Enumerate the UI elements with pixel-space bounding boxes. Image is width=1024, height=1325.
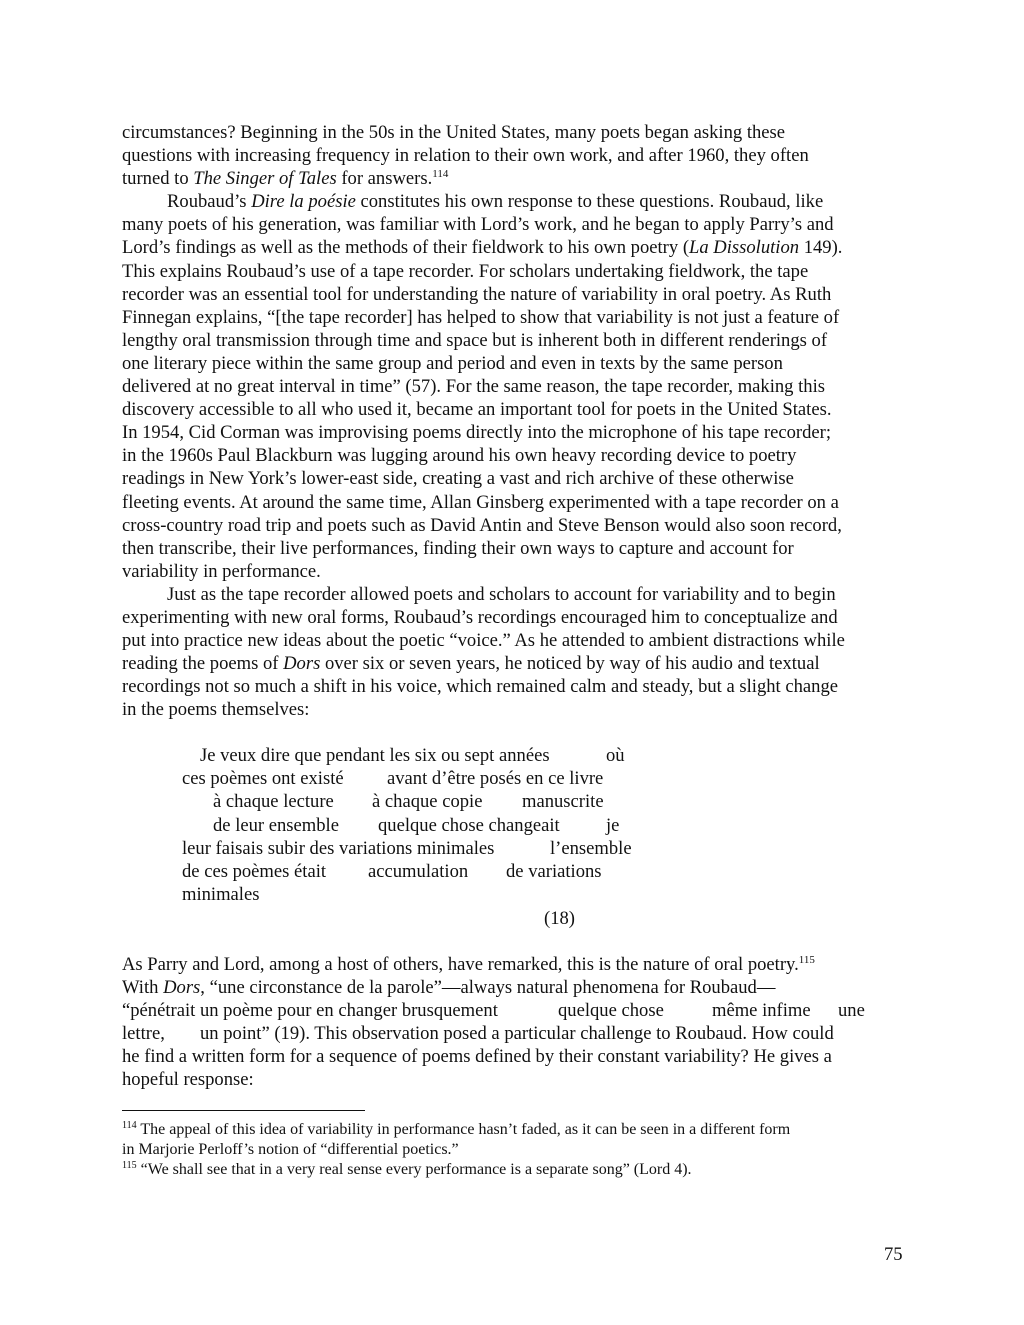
text-span: 149). <box>799 237 843 259</box>
poem-fragment: de variations <box>506 861 602 882</box>
poem-fragment: avant d’être posés en ce livre <box>387 768 604 789</box>
text-line: in the 1960s Paul Blackburn was lugging around his own heavy recording device to poetry <box>122 445 797 467</box>
text-line: In 1954, Cid Corman was improvising poems directly into the microphone of his tape recorder; <box>122 422 831 444</box>
text-line: experimenting with new oral forms, Roubaud’s recordings encouraged him to conceptualize and <box>122 606 838 628</box>
poem-fragment: accumulation <box>368 861 469 882</box>
text-line <box>122 999 912 1022</box>
footnote-ref[interactable]: 115 <box>798 954 815 966</box>
text-line: he find a written form for a sequence of poems defined by their constant variability? He gives a <box>122 1046 832 1068</box>
text-line: delivered at no great interval in time” (57). For the same reason, the tape recorder, making this <box>122 376 825 398</box>
text-line <box>122 953 912 976</box>
text-span: lettre, <box>122 1023 165 1045</box>
text-line: recordings not so much a shift in his voice, which remained calm and steady, but a slight change <box>122 676 839 698</box>
text-line <box>122 1022 912 1045</box>
text-line: discovery accessible to all who used it, became an important tool for poets in the United States. <box>122 399 832 421</box>
text-line: Finnegan explains, “[the tape recorder] has helped to show that variability is not just a feature of <box>122 306 840 328</box>
text-span: As Parry and Lord, among a host of others, have remarked, this is the nature of oral poetry. <box>122 954 799 975</box>
footnote-number: 114 <box>122 1120 137 1131</box>
footnote-115 <box>122 1160 912 1180</box>
poem-fragment: quelque chose changeait <box>378 815 560 836</box>
text-line: circumstances? Beginning in the 50s in the United States, many poets began asking these <box>122 122 786 143</box>
footnote-separator <box>122 1110 365 1111</box>
text-span: quelque chose <box>558 1000 664 1022</box>
text-span: , “une circonstance de la parole”—always natural phenomena for Roubaud— <box>200 977 776 999</box>
book-title: Dors <box>283 653 321 675</box>
text-line: hopeful response: <box>122 1069 254 1091</box>
text-line: cross-country road trip and poets such as David Antin and Steve Benson would also soon record, <box>122 514 842 536</box>
poem-fragment: l’ensemble <box>550 838 632 859</box>
book-title: La Dissolution <box>689 237 800 259</box>
text-line: many poets of his generation, was familiar with Lord’s work, and he began to apply Parry’s and <box>122 214 834 236</box>
poem-fragment: où <box>606 745 625 766</box>
body-text-lower <box>122 953 912 1092</box>
book-title: Dors <box>163 977 201 999</box>
poem-fragment: manuscrite <box>522 791 604 812</box>
text-span: même infime <box>712 1000 811 1022</box>
text-line: readings in New York’s lower-east side, creating a vast and rich archive of these otherwise <box>122 468 794 490</box>
poem-fragment: minimales <box>182 884 260 905</box>
text-line: questions with increasing frequency in relation to their own work, and after 1960, they often <box>122 145 809 167</box>
text-span: Roubaud’s <box>167 191 252 213</box>
text-span: With <box>122 977 164 999</box>
poem-citation: (18) <box>544 908 575 929</box>
text-line <box>122 236 912 259</box>
text-line: then transcribe, their live performances, finding their own ways to capture and account for <box>122 537 794 559</box>
text-line <box>122 652 912 675</box>
text-span: “pénétrait un poème pour en changer brusquement <box>122 1000 498 1022</box>
footnote-text: The appeal of this idea of variability in performance hasn’t faded, as it can be seen in a different form <box>136 1121 791 1138</box>
body-text-upper <box>122 121 912 721</box>
text-span: une <box>838 1000 865 1022</box>
poem-fragment: de ces poèmes était <box>182 861 327 882</box>
text-span: over six or seven years, he noticed by way of his audio and textual <box>320 653 820 675</box>
text-span: un point” (19). This observation posed a particular challenge to Roubaud. How could <box>200 1023 834 1045</box>
poem-fragment: je <box>606 815 620 836</box>
poem-fragment: à chaque copie <box>372 791 483 812</box>
page-number: 75 <box>884 1244 903 1265</box>
footnote-114-continued: in Marjorie Perloff’s notion of “differential poetics.” <box>122 1141 459 1158</box>
text-line: This explains Roubaud’s use of a tape recorder. For scholars undertaking fieldwork, the tape <box>122 260 809 282</box>
poem-fragment: à chaque lecture <box>213 791 334 812</box>
text-line: variability in performance. <box>122 560 321 582</box>
text-line: lengthy oral transmission through time and space but is inherent both in different renderings of <box>122 329 828 351</box>
book-title: Dire la poésie <box>251 191 356 213</box>
poem-fragment: Je veux dire que pendant les six ou sept années <box>200 745 550 766</box>
text-line: one literary piece within the same group and period and even in texts by the same person <box>122 352 783 374</box>
poem-fragment: de leur ensemble <box>213 815 339 836</box>
text-line: in the poems themselves: <box>122 699 310 721</box>
text-span: turned to <box>122 168 194 190</box>
text-line: Just as the tape recorder allowed poets and scholars to account for variability and to begin <box>167 583 836 605</box>
text-span: constitutes his own response to these questions. Roubaud, like <box>355 191 824 213</box>
poem-fragment: ces poèmes ont existé <box>182 768 344 789</box>
footnote-114 <box>122 1120 912 1140</box>
footnotes <box>122 1120 912 1180</box>
footnote-number: 115 <box>122 1160 137 1171</box>
text-span: reading the poems of <box>122 653 284 675</box>
poem-fragment: leur faisais subir des variations minimales <box>182 838 495 859</box>
footnote-ref[interactable]: 114 <box>432 168 449 181</box>
text-line: put into practice new ideas about the poetic “voice.” As he attended to ambient distractions while <box>122 630 845 652</box>
text-line: fleeting events. At around the same time, Allan Ginsberg experimented with a tape recorder on a <box>122 491 839 513</box>
text-span: for answers. <box>336 168 433 190</box>
text-line <box>122 190 912 213</box>
book-title: The Singer of Tales <box>193 168 337 190</box>
text-span: Lord’s findings as well as the methods of their fieldwork to his own poetry ( <box>122 237 690 259</box>
text-line <box>122 976 912 999</box>
text-line <box>122 167 912 190</box>
footnote-text: “We shall see that in a very real sense every performance is a separate song” (Lord 4). <box>136 1161 692 1178</box>
text-line: recorder was an essential tool for understanding the nature of variability in oral poetry. As Ruth <box>122 283 832 305</box>
